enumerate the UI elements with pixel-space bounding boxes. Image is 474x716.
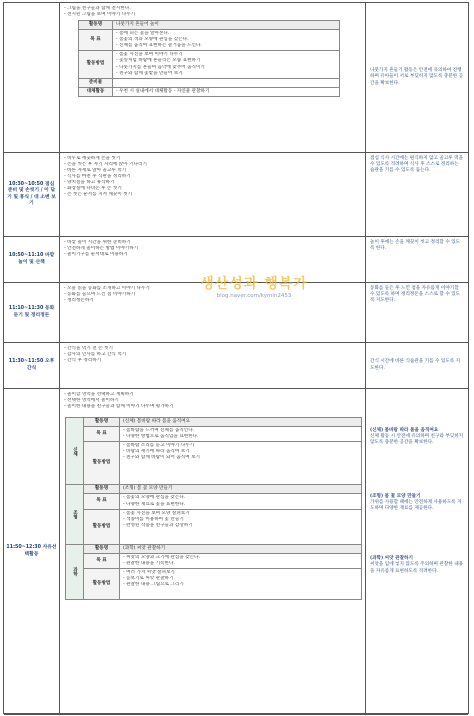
- method-label: 활동방법: [84, 568, 120, 599]
- activity-line: - 놀이할 영역을 선택하고 계획하기: [64, 392, 134, 397]
- note-title: (조형) 봄 꽃 모양 만들기: [370, 494, 421, 500]
- goal-line: - 봄꽃의 모양에 관심을 갖는다.: [123, 495, 186, 501]
- title-label: 활동명: [84, 418, 120, 427]
- goal-line: - 봄에 피는 꽃을 알아본다.: [116, 31, 170, 37]
- goal-label: 목 표: [79, 30, 113, 51]
- activity-line: - 그림을 친구들과 함께 전시한다.: [64, 6, 131, 11]
- plan-row-lunch: [4, 153, 468, 237]
- title-value: (신체) 봄바람 따라 몸을 움직여요: [120, 418, 362, 427]
- method-line: - 친구와 함께 꽃밭을 만들어 보기: [116, 70, 183, 76]
- area-name: 조형: [66, 485, 84, 544]
- method-line: - 친구와 함께 바람이 되어 움직여 보기: [123, 455, 200, 461]
- title-value: (조형) 봄 꽃 모양 만들기: [120, 485, 362, 494]
- note-cell: [366, 3, 468, 152]
- activity-cell: [60, 237, 366, 282]
- watermark-url: blog.naver.com/kymin2453: [216, 293, 292, 300]
- note-cell: [366, 237, 468, 282]
- goal-list: [120, 494, 362, 509]
- plan-row-free-choice: [4, 389, 468, 715]
- activity-line: - 비누로 깨끗하게 손을 씻기: [64, 156, 121, 161]
- goal-line: - 봄꽃의 색과 모양에 관심을 갖는다.: [116, 37, 189, 43]
- activity-line: - 바른 자세로 앉아 골고루 먹기: [64, 168, 127, 174]
- method-line: - 나뭇가지를 흔들며 음악에 맞추어 움직이기: [116, 64, 205, 70]
- activity-line: - 간식을 먹기 전 손 씻기: [64, 346, 113, 351]
- time-cell: 11:50~12:30 자유선택활동: [4, 389, 60, 714]
- plan-row-snack: [4, 343, 468, 389]
- method-list: [120, 509, 362, 544]
- activity-line: - 정리정돈하기: [64, 298, 94, 304]
- note-text: 씨앗을 입에 넣지 않도록 주의하며 관찰한 내용을 자유롭게 표현하도록 격려한다.: [370, 562, 464, 574]
- method-label: 활동방법: [84, 442, 120, 485]
- method-list: [120, 442, 362, 485]
- note-cell: [366, 389, 468, 714]
- plan-row-story: [4, 283, 468, 343]
- method-list: [120, 568, 362, 599]
- area-name: 과학: [66, 544, 84, 599]
- goal-line: - 다양한 방법으로 움직임을 표현한다.: [123, 434, 199, 440]
- goal-line: - 다양한 재료로 꽃을 표현한다.: [123, 501, 186, 507]
- note-block: [370, 428, 464, 446]
- method-line: - 돋보기로 씨앗 관찰하기: [123, 576, 174, 581]
- method-line: - 봄꽃 사진을 보며 모양 살펴보기: [123, 510, 190, 516]
- method-line: - 봄바람 소리를 듣고 이야기 나누기: [123, 443, 195, 449]
- title-label: 활동명: [84, 544, 120, 553]
- method-label: 활동방법: [79, 51, 113, 78]
- note-cell: [366, 343, 468, 388]
- material-label: 준비물: [79, 78, 113, 87]
- activity-detail-table: [78, 20, 340, 97]
- note-text: 신체 활동 시 안전에 유의하며 친구와 부딪히지 않도록 충분한 공간을 확보한다.: [370, 434, 464, 446]
- activity-line: - 화장실에 다녀온 후 손 씻기: [64, 186, 122, 192]
- method-label: 활동방법: [84, 509, 120, 544]
- method-line: - 여러 가지 씨앗 살펴보기: [123, 569, 175, 575]
- goal-label: 목 표: [84, 553, 120, 568]
- plan-row-outdoor-play: [4, 237, 468, 283]
- activity-line: - 손을 씻은 후 자기 자리에 앉아 기다리기: [64, 162, 147, 168]
- note-text: 점심 식사 시간에는 편식하지 않고 골고루 먹을 수 있도록 격려하며 식사 후 스스로 정리하는 습관을 기를 수 있도록 돕는다.: [370, 156, 464, 174]
- time-cell: [4, 3, 60, 152]
- area-value: 나뭇가지 흔들어 놀이: [113, 21, 340, 30]
- note-block: [370, 494, 464, 512]
- activity-line: - 전시된 그림을 보며 이야기 나누기: [64, 12, 136, 18]
- method-line: - 봄꽃 사진을 보며 이야기 나누기: [116, 52, 183, 58]
- note-title: (신체) 봄바람 따라 몸을 움직여요: [370, 428, 439, 433]
- daily-plan-page: [3, 2, 469, 714]
- activity-line: - 손 씻는 순서를 지켜 깨끗이 씻기: [64, 192, 133, 198]
- activity-line: - 감사의 인사를 하고 간식 먹기: [64, 352, 127, 358]
- time-cell: 10:30~10:50 점심 준비 및 손씻기 / 이 닦기 및 휴식 / 대 소변 보기: [4, 153, 60, 236]
- method-list: [113, 51, 340, 78]
- activity-line: - 오늘 읽을 동화를 소개하고 이야기 나누기: [64, 286, 150, 291]
- alt-activity-label: 대체활동: [79, 87, 113, 96]
- goal-line: - 관찰한 내용을 기록한다.: [123, 560, 175, 566]
- activity-line: - 간식 후 정리하기: [64, 358, 102, 364]
- activity-line: - 바깥 놀이 시간을 위한 준비하기: [64, 240, 131, 245]
- method-line: - 바람의 세기에 따라 움직여 보기: [123, 449, 190, 455]
- goal-label: 목 표: [84, 427, 120, 442]
- area-name: 신체: [66, 418, 84, 485]
- goal-list: [113, 30, 340, 51]
- method-line: - 꽃잎처럼 바람에 흔들리는 모습 표현하기: [116, 58, 201, 64]
- time-cell: 11:10~11:30 동화 듣기 및 정리정돈: [4, 283, 60, 342]
- goal-label: 목 표: [84, 494, 120, 509]
- note-block: [370, 556, 464, 574]
- note-text: 가위를 사용할 때에는 안전하게 사용하도록 지도하며 다양한 재료를 제공한다.: [370, 500, 462, 512]
- note-title: (과학) 씨앗 관찰하기: [370, 556, 413, 562]
- activity-cell: [60, 3, 366, 152]
- activity-line: - 식사를 마친 후 식판을 정리하기: [64, 174, 131, 180]
- activity-cell: [60, 343, 366, 388]
- title-label: 활동명: [84, 485, 120, 494]
- plan-row-outdoor-activity: [4, 3, 468, 153]
- activity-line: - 선택한 영역에서 놀이하기: [64, 398, 119, 404]
- time-cell: 10:50~11:10 바깥 놀이 및 산책: [4, 237, 60, 282]
- alt-activity-value: - 우천 시 실내에서 대체활동 - 자연물 관찰하기: [113, 87, 340, 96]
- method-line: - 색종이를 이용하여 꽃 만들기: [123, 516, 184, 522]
- title-value: (과학) 씨앗 관찰하기: [120, 544, 362, 553]
- method-line: - 관찰한 내용 그림으로 그리기: [123, 582, 184, 588]
- note-cell: [366, 153, 468, 236]
- activity-line: - 안전하게 놀이하는 방법 이야기하기: [64, 246, 139, 252]
- activity-line: - 놀이한 내용을 친구들과 함께 이야기 나누며 평가하기: [64, 404, 174, 410]
- activity-line: - 양치질을 하고 휴식하기: [64, 180, 115, 186]
- note-text: 동화를 들은 후 느낀 점을 자유롭게 이야기할 수 있도록 하며 정리정돈을 스스로 할 수 있도록 지도한다.: [370, 286, 461, 304]
- goal-line: - 봄바람을 느끼며 신체를 움직인다.: [123, 428, 195, 434]
- activity-line: - 동화를 들으며 느낀 점 이야기하기: [64, 292, 136, 298]
- area-label: 활동명: [79, 21, 113, 30]
- material-value: [113, 78, 340, 87]
- note-text: 놀이 후에는 손을 깨끗이 씻고 정리할 수 있도록 한다.: [370, 240, 461, 252]
- method-line: - 완성된 작품을 친구들과 감상하기: [123, 522, 193, 528]
- goal-line: - 신체를 움직여 표현하는 즐거움을 느낀다.: [116, 43, 202, 49]
- area-activity-table: [65, 417, 362, 600]
- note-text: 나뭇가지 흔들기 활동은 안전에 유의하여 진행하며 유아들이 서로 부딪히지 않도록 충분한 공간을 확보한다.: [370, 68, 464, 86]
- time-cell: 11:30~11:50 오후 간식: [4, 343, 60, 388]
- goal-line: - 씨앗의 모양과 크기에 관심을 갖는다.: [123, 554, 200, 560]
- activity-cell: [60, 283, 366, 342]
- watermark-title: 생산성과 행복가: [200, 276, 308, 292]
- note-cell: [366, 283, 468, 342]
- activity-cell: [60, 153, 366, 236]
- note-text: 간식 시간에 바른 식습관을 기를 수 있도록 지도한다.: [370, 359, 461, 371]
- activity-line: - 놀이기구를 순서대로 이용하기: [64, 252, 128, 258]
- goal-list: [120, 553, 362, 568]
- goal-list: [120, 427, 362, 442]
